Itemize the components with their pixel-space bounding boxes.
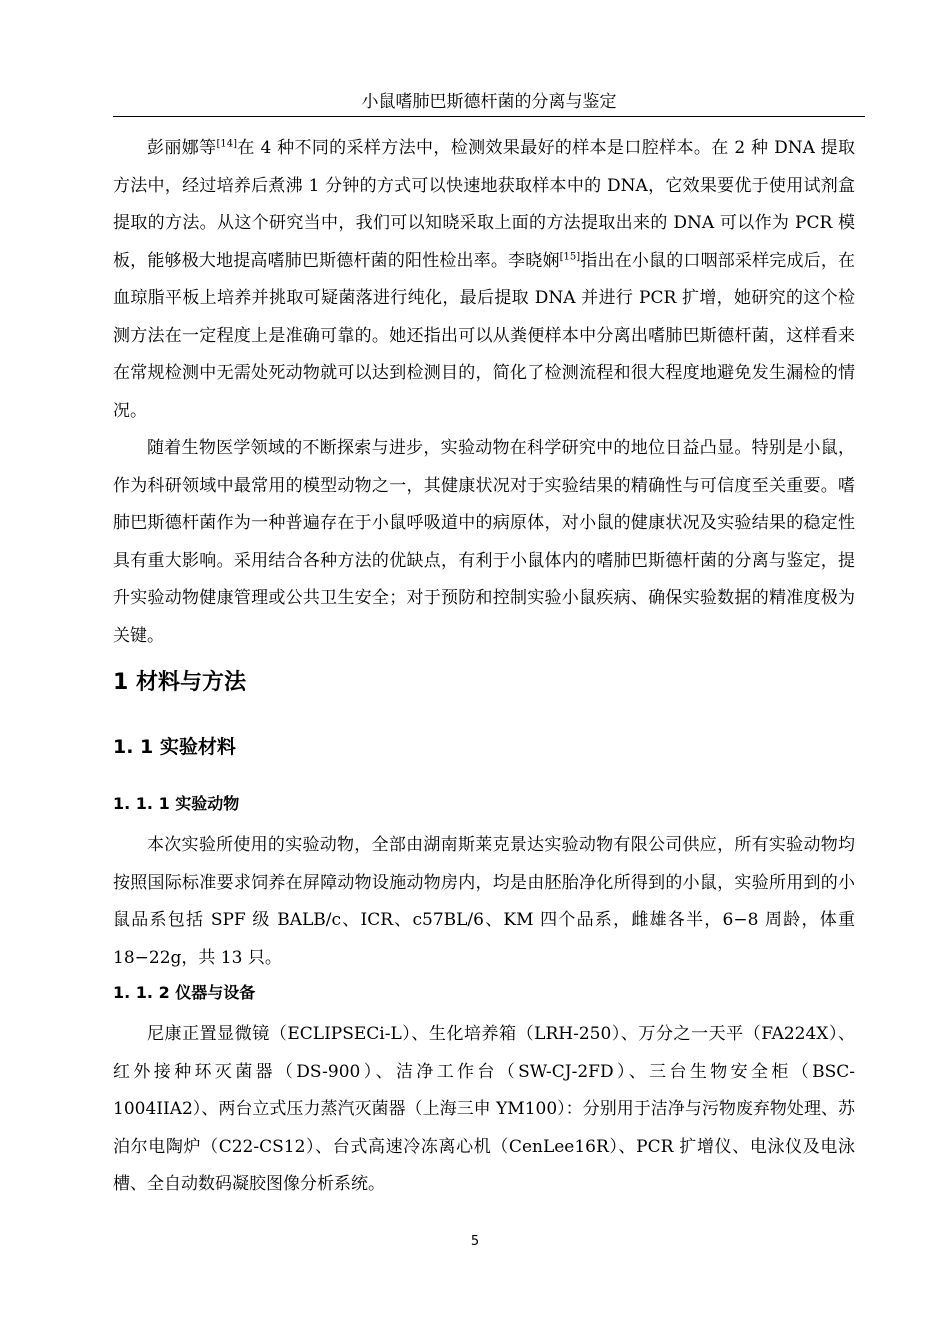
paragraph-background: 随着生物医学领域的不断探索与进步，实验动物在科学研究中的地位日益凸显。特别是小鼠，作为科研领域中最常用的模型动物之一，其健康状况对于实验结果的精确性与可信度至关重要。嗜肺巴斯德杆菌作为一种普遍存在于小鼠呼吸道中的病原体，对小鼠的健康状况及实验结果的稳定性具有重大影响。采用结合各种方法的优缺点，有利于小鼠体内的嗜肺巴斯德杆菌的分离与鉴定，提升实验动物健康管理或公共卫生安全；对于预防和控制实验小鼠疾病、确保实验数据的精准度极为关键。 <box>113 438 855 646</box>
equipment-section <box>113 1016 855 1204</box>
animals-section <box>113 827 855 977</box>
paragraph-animals: 本次实验所使用的实验动物，全部由湖南斯莱克景达实验动物有限公司供应，所有实验动物均按照国际标准要求饲养在屏障动物设施动物房内，均是由胚胎净化所得到的小鼠，实验所用到的小鼠品系包括 SPF 级 BALB/c、ICR、c57BL/6、KM 四个品系，雌雄各半，6−8 周龄，体重 18−22g，共 13 只。 <box>113 835 855 968</box>
citation-14: [14] <box>216 138 237 150</box>
citation-15: [15] <box>559 250 581 262</box>
subsubsection-heading-animals: 1. 1. 1 实验动物 <box>113 794 240 813</box>
subsection-heading-materials: 1. 1 实验材料 <box>113 736 236 758</box>
subsubsection-heading-equipment: 1. 1. 2 仪器与设备 <box>113 983 256 1002</box>
intro-section <box>113 130 855 655</box>
paragraph-equipment: 尼康正置显微镜（ECLIPSECi-L）、生化培养箱（LRH-250）、万分之一天平（FA224X）、红外接种环灭菌器（DS-900）、洁净工作台（SW-CJ-2FD）、三台生物安全柜（BSC-1004IIA2）、两台立式压力蒸汽灭菌器（上海三申 YM100）：分别用于洁净与污物废弃物处理、苏泊尔电陶炉（C22-CS12）、台式高速冷冻离心机（CenLee16R）、PCR 扩增仪、电泳仪及电泳槽、全自动数码凝胶图像分析系统。 <box>113 1024 855 1194</box>
page-header <box>113 88 865 117</box>
running-title: 小鼠嗜肺巴斯德杆菌的分离与鉴定 <box>361 92 617 112</box>
page-number: 5 <box>470 1234 480 1249</box>
section-heading-materials-methods: 1 材料与方法 <box>113 670 246 695</box>
paragraph-literature-review: 彭丽娜等[14]在 4 种不同的采样方法中，检测效果最好的样本是口腔样本。在 2 种 DNA 提取方法中，经过培养后煮沸 1 分钟的方式可以快速地获取样本中的 DNA，它效果要优于使用试剂盒提取的方法。从这个研究当中，我们可以知晓采取上面的方法提取出来的 DNA 可以作为 PCR 模板，能够极大地提高嗜肺巴斯德杆菌的阳性检出率。李晓娴[15]指出在小鼠的口咽部采样完成后，在血琼脂平板上培养并挑取可疑菌落进行纯化，最后提取 DNA 并进行 PCR 扩增，她研究的这个检测方法在一定程度上是准确可靠的。她还指出可以从粪便样本中分离出嗜肺巴斯德杆菌，这样看来在常规检测中无需处死动物就可以达到检测目的，简化了检测流程和很大程度地避免发生漏检的情况。 <box>113 138 856 421</box>
